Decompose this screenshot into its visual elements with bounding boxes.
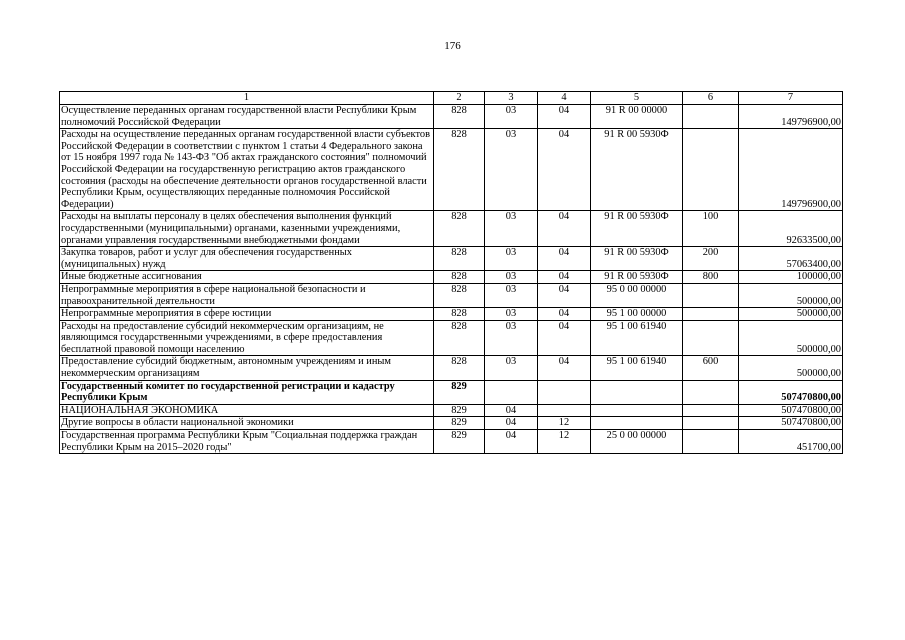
row-section: 03	[485, 105, 538, 129]
row-section	[485, 380, 538, 404]
row-name: Осуществление переданных органам государственной власти Республики Крым полномочий Российской Федерации	[60, 105, 434, 129]
row-name: Расходы на выплаты персоналу в целях обеспечения выполнения функций государственными (муниципальными) органами, казенными учреждениями, органами управления государственными внебюджетными фондами	[60, 211, 434, 247]
row-ved: 829	[434, 380, 485, 404]
row-ved: 828	[434, 356, 485, 380]
row-ved: 828	[434, 308, 485, 321]
table-row	[60, 308, 843, 321]
row-expense-type	[683, 404, 739, 417]
table-row	[60, 283, 843, 307]
row-target-article: 95 0 00 00000	[591, 283, 683, 307]
row-ved: 828	[434, 283, 485, 307]
row-expense-type	[683, 308, 739, 321]
row-target-article: 91 R 00 5930Ф	[591, 211, 683, 247]
row-amount: 100000,00	[739, 271, 843, 284]
column-header: 3	[485, 92, 538, 105]
row-amount: 92633500,00	[739, 211, 843, 247]
table-row	[60, 430, 843, 454]
row-section: 04	[485, 404, 538, 417]
row-section: 03	[485, 283, 538, 307]
row-amount: 500000,00	[739, 283, 843, 307]
column-header: 5	[591, 92, 683, 105]
row-subsection	[538, 380, 591, 404]
row-target-article: 95 1 00 61940	[591, 320, 683, 356]
row-ved: 829	[434, 404, 485, 417]
row-amount: 57063400,00	[739, 247, 843, 271]
row-amount: 500000,00	[739, 308, 843, 321]
row-target-article: 95 1 00 61940	[591, 356, 683, 380]
row-ved: 828	[434, 211, 485, 247]
row-name: Непрограммные мероприятия в сфере юстиции	[60, 308, 434, 321]
row-name: Государственный комитет по государственной регистрации и кадастру Республики Крым	[60, 380, 434, 404]
row-expense-type	[683, 129, 739, 211]
table-row	[60, 380, 843, 404]
row-subsection: 12	[538, 417, 591, 430]
row-target-article: 91 R 00 5930Ф	[591, 247, 683, 271]
row-expense-type	[683, 105, 739, 129]
table-row	[60, 247, 843, 271]
row-amount: 500000,00	[739, 356, 843, 380]
row-name: Расходы на предоставление субсидий некоммерческим организациям, не являющимся государственными учреждениями, в сфере предоставления бесплатной правовой помощи населению	[60, 320, 434, 356]
row-amount: 451700,00	[739, 430, 843, 454]
row-expense-type	[683, 417, 739, 430]
row-amount: 507470800,00	[739, 404, 843, 417]
row-expense-type: 200	[683, 247, 739, 271]
table-row	[60, 271, 843, 284]
row-target-article: 95 1 00 00000	[591, 308, 683, 321]
row-section: 04	[485, 417, 538, 430]
row-amount: 149796900,00	[739, 129, 843, 211]
row-expense-type	[683, 380, 739, 404]
row-ved: 828	[434, 105, 485, 129]
table-row	[60, 211, 843, 247]
row-section: 03	[485, 356, 538, 380]
row-ved: 828	[434, 320, 485, 356]
row-target-article	[591, 417, 683, 430]
row-name: Закупка товаров, работ и услуг для обеспечения государственных (муниципальных) нужд	[60, 247, 434, 271]
row-section: 03	[485, 247, 538, 271]
row-subsection	[538, 404, 591, 417]
row-name: Другие вопросы в области национальной экономики	[60, 417, 434, 430]
column-header: 4	[538, 92, 591, 105]
row-target-article	[591, 380, 683, 404]
row-subsection: 04	[538, 356, 591, 380]
row-subsection: 04	[538, 105, 591, 129]
table-row	[60, 105, 843, 129]
row-section: 04	[485, 430, 538, 454]
row-ved: 828	[434, 129, 485, 211]
table-row	[60, 404, 843, 417]
row-target-article: 91 R 00 5930Ф	[591, 129, 683, 211]
row-ved: 829	[434, 430, 485, 454]
row-section: 03	[485, 129, 538, 211]
row-target-article: 25 0 00 00000	[591, 430, 683, 454]
row-subsection: 04	[538, 247, 591, 271]
page-number: 176	[444, 40, 461, 52]
row-section: 03	[485, 271, 538, 284]
row-name: Предоставление субсидий бюджетным, автономным учреждениям и иным некоммерческим организациям	[60, 356, 434, 380]
row-section: 03	[485, 211, 538, 247]
row-name: Государственная программа Республики Крым "Социальная поддержка граждан Республики Крым на 2015–2020 годы"	[60, 430, 434, 454]
column-header: 1	[60, 92, 434, 105]
row-amount: 507470800,00	[739, 417, 843, 430]
row-ved: 828	[434, 247, 485, 271]
row-subsection: 04	[538, 308, 591, 321]
row-target-article: 91 R 00 00000	[591, 105, 683, 129]
budget-table	[59, 91, 843, 454]
row-expense-type	[683, 283, 739, 307]
row-amount: 149796900,00	[739, 105, 843, 129]
row-name: Непрограммные мероприятия в сфере национальной безопасности и правоохранительной деятельности	[60, 283, 434, 307]
table-row	[60, 417, 843, 430]
table-row	[60, 129, 843, 211]
row-amount: 500000,00	[739, 320, 843, 356]
row-subsection: 04	[538, 129, 591, 211]
row-ved: 828	[434, 271, 485, 284]
table-row	[60, 356, 843, 380]
row-subsection: 04	[538, 271, 591, 284]
row-expense-type: 800	[683, 271, 739, 284]
row-expense-type	[683, 320, 739, 356]
row-name: Расходы на осуществление переданных органам государственной власти субъектов Российской Федерации в соответствии с пунктом 1 статьи 4 Федерального закона от 15 ноября 1997 года № 143-ФЗ "Об актах гражданского состояния" полномочий Российской Федерации на государственную регистрацию актов гражданского состояния (расходы на обеспечение деятельности органов государственной власти Республики Крым, осуществляющих переданные полномочия Российской Федерации)	[60, 129, 434, 211]
row-subsection: 04	[538, 211, 591, 247]
row-subsection: 12	[538, 430, 591, 454]
row-ved: 829	[434, 417, 485, 430]
row-expense-type: 600	[683, 356, 739, 380]
column-header: 6	[683, 92, 739, 105]
row-section: 03	[485, 308, 538, 321]
row-amount: 507470800,00	[739, 380, 843, 404]
column-header: 2	[434, 92, 485, 105]
row-expense-type	[683, 430, 739, 454]
row-section: 03	[485, 320, 538, 356]
row-expense-type: 100	[683, 211, 739, 247]
row-name: НАЦИОНАЛЬНАЯ ЭКОНОМИКА	[60, 404, 434, 417]
row-subsection: 04	[538, 320, 591, 356]
row-target-article	[591, 404, 683, 417]
header-row	[60, 92, 843, 105]
row-subsection: 04	[538, 283, 591, 307]
row-target-article: 91 R 00 5930Ф	[591, 271, 683, 284]
table-row	[60, 320, 843, 356]
row-name: Иные бюджетные ассигнования	[60, 271, 434, 284]
column-header: 7	[739, 92, 843, 105]
